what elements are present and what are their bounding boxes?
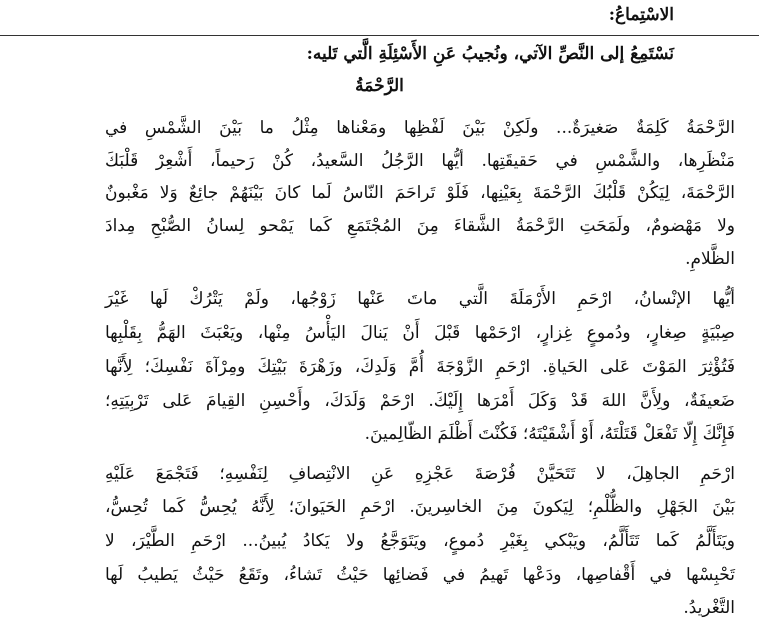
paragraph-1-line-5: الظَّلامِ. [685,249,735,269]
paragraph-2-line-3: فَتُؤْثِرَ المَوْتَ عَلى الحَياةِ. ارْحَمِ الزَّوْجَةَ أُمَّ وَلَدِكَ، وزَهْرَةَ بَيْتِكَ ومِرْآةَ نَفْسِكَ؛ لِأَنَّها [105,357,735,377]
divider-line [0,35,759,36]
paragraph-3-line-2: بَيْنَ الجَهْلِ والظُّلْمِ؛ لِيَكونَ مِنَ الخاسِرينَ. ارْحَمِ الحَيَوانَ؛ لِأَنَّهُ يُحِسُّ كَما تُحِسُّ، [105,497,735,517]
paragraph-1-line-1: الرَّحْمَةُ كَلِمَةٌ صَغيرَةٌ... ولَكِنْ بَيْنَ لَفْظِها ومَعْناها مِثْلُ ما بَيْنَ الشَّمْسِ في [105,118,735,138]
paragraph-1-line-3: الرَّحْمَةَ، لِيَكُنْ قَلْبُكَ الرَّحْمَةَ بِعَيْنِها، فَلَوْ تَراحَمَ النّاسُ لَما كانَ بَيْنَهُمْ جائِعٌ وَلا مَغْبونٌ [105,183,735,203]
section-heading-listening: الاسْتِماعُ: [608,5,674,25]
paragraph-1-line-4: ولا مَهْضومٌ، ولَمَحَتِ الرَّحْمَةُ الشَّقاءَ مِنَ المُجْتَمَعِ كَما يَمْحو لِسانُ الصُّبْحِ مِدادَ [105,216,735,236]
paragraph-1-line-2: مَنْظَرِها، والشَّمْسِ في حَقيقَتِها. أيُّها الرَّجُلُ السَّعيدُ، كُنْ رَحيماً، أَشْعِرْ قَلْبَكَ [105,151,735,171]
paragraph-3-line-4: تَحْبِسْها في أَقْفاصِها، ودَعْها تَهيمُ في فَضائِها حَيْثُ تَشاءُ، وتَقَعُ حَيْثُ يَطيبُ لَها [105,565,735,585]
paragraph-3-line-1: ارْحَمِ الجاهِلَ، لا تَتَحَيَّنْ فُرْصَةَ عَجْزِهِ عَنِ الانْتِصافِ لِنَفْسِهِ؛ فَتَجْمَعَ عَلَيْهِ [105,464,735,484]
instruction-heading: نَسْتَمِعُ إلى النَّصِّ الآتي، ونُجيبُ عَنِ الأَسْئِلَةِ الَّتي تَليه: [306,44,674,64]
text-title: الرَّحْمَةُ [355,76,404,96]
paragraph-2-line-4: ضَعيفَةٌ، ولِأَنَّ اللهَ قَدْ وَكَلَ أَمْرَها إِلَيْكَ. ارْحَمْ وَلَدَكَ، وأَحْسِنِ القِيامَ عَلى تَرْبِيَتِهِ؛ [105,391,735,411]
paragraph-2-line-1: أيُّها الإنْسانُ، ارْحَمِ الأَرْمَلَةَ الَّتي ماتَ عَنْها زَوْجُها، ولَمْ يَتْرُكْ لَها غَيْرَ [105,289,735,309]
paragraph-3-line-3: ويَتَأَلَّمُ كَما تَتَأَلَّمُ، ويَبْكي بِغَيْرِ دُموعٍ، ويَتَوَجَّعُ ولا يَكادُ يُبينُ... ارْحَمِ الطَّيْرَ، لا [105,531,735,551]
paragraph-3-line-5: التَّغْريدُ. [683,598,735,618]
paragraph-2-line-5: فَإِنَّكَ إِلّا تَفْعَلْ قَتَلْتَهُ، أَوْ أَشْقَيْتَهُ؛ فَكُنْتَ أَظْلَمَ الظّالِمينَ. [364,424,735,444]
paragraph-2-line-2: صِبْيَةٍ صِغارٍ، ودُموعٍ غِزارٍ، ارْحَمْها قَبْلَ أَنْ يَنالَ اليَأْسُ مِنْها، ويَعْبَثَ الهَمُّ بِقَلْبِها [105,323,735,343]
